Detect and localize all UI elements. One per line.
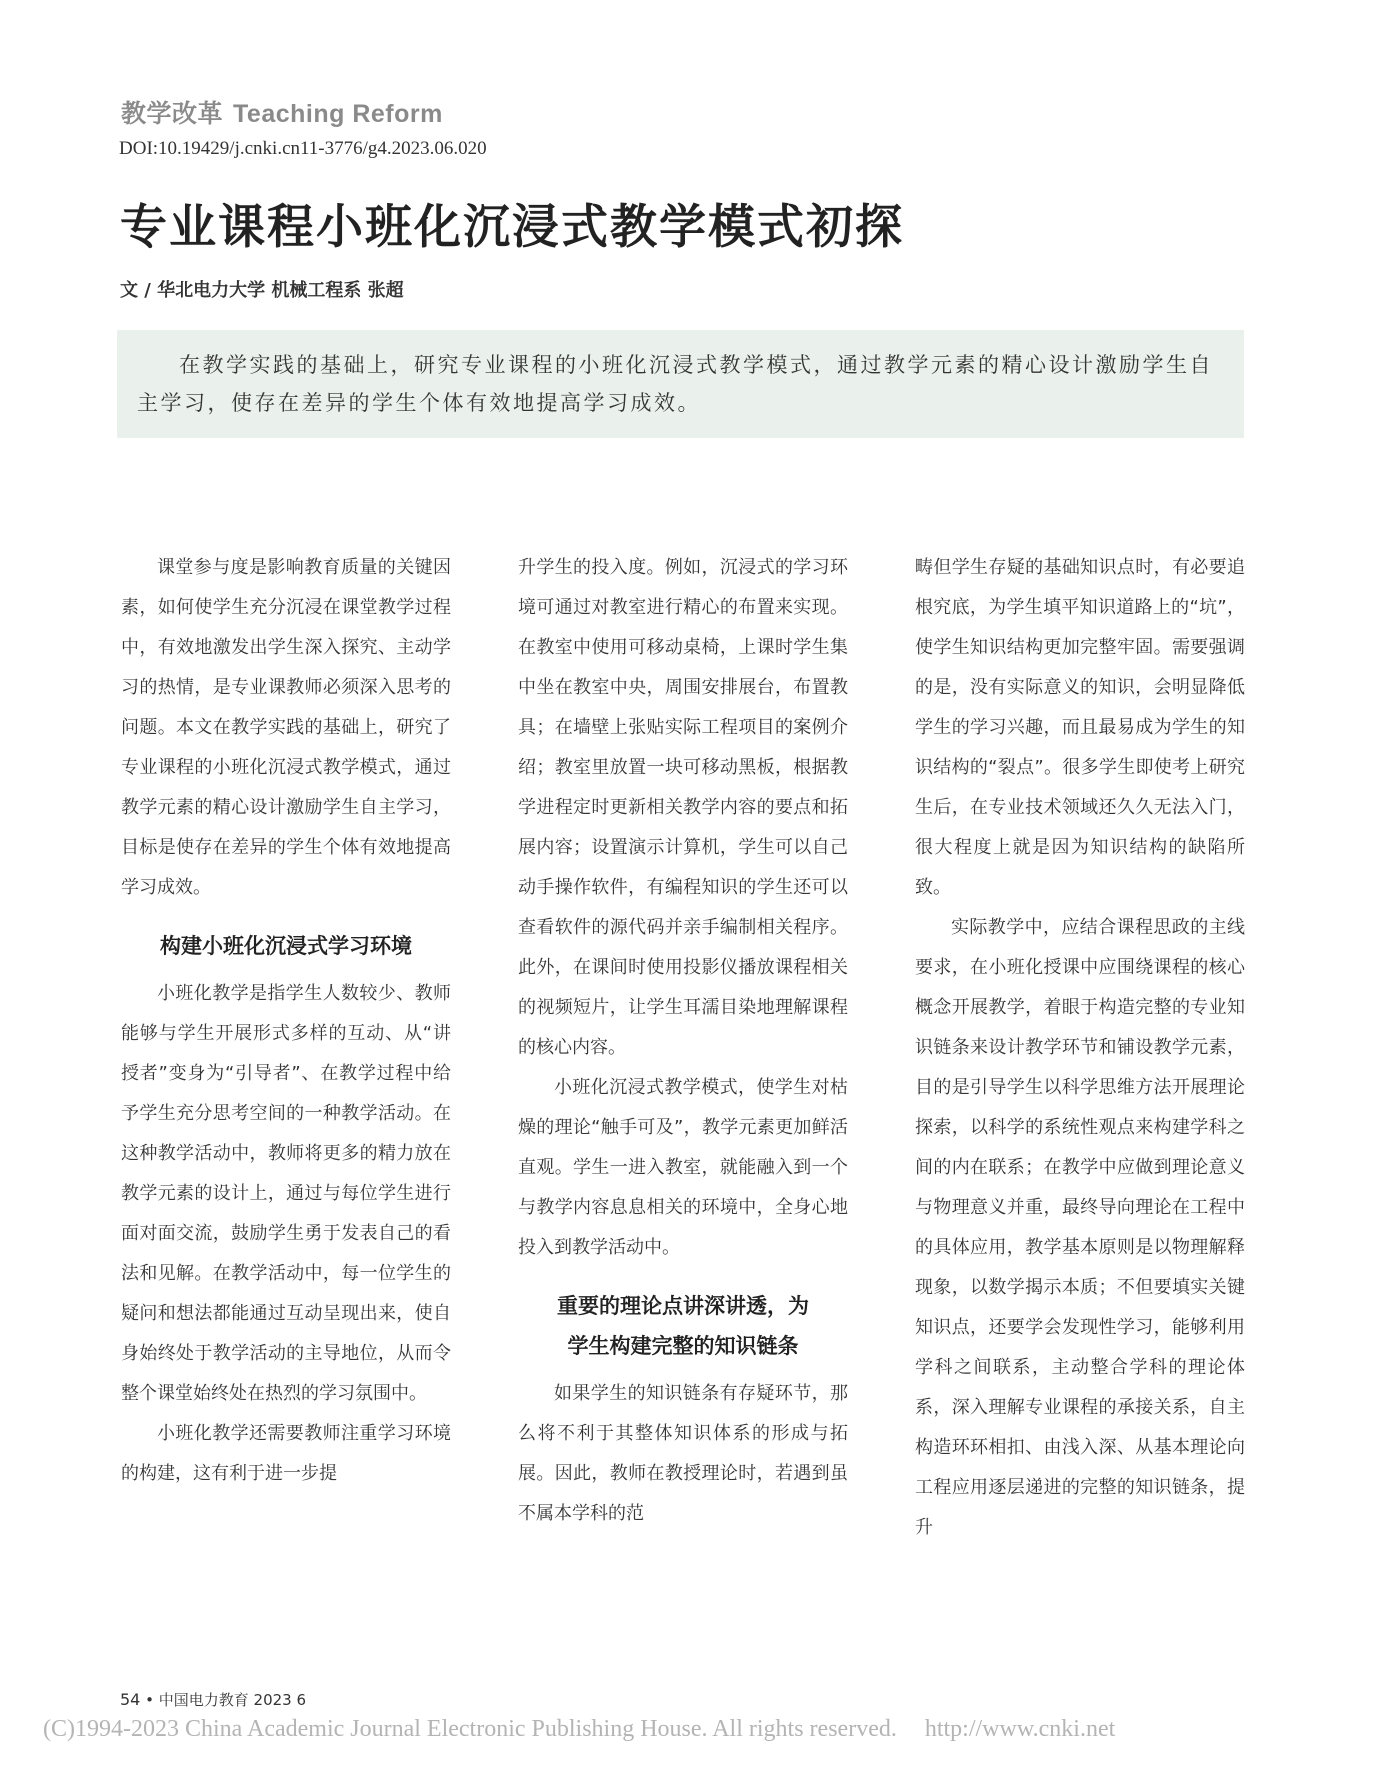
copyright-url: http://www.cnki.net [924, 1716, 1116, 1742]
section-tag [121, 94, 443, 130]
paragraph: 小班化教学是指学生人数较少、教师能够与学生开展形式多样的互动、从“讲授者”变身为“引导者”、在教学过程中给予学生充分思考空间的一种教学活动。在这种教学活动中，教师将更多的精力放在教学元素的设计上，通过与每位学生进行面对面交流，鼓励学生勇于发表自己的看法和见解。在教学活动中，每一位学生的疑问和想法都能通过互动呈现出来，使自身始终处于教学活动的主导地位，从而令整个课堂始终处在热烈的学习氛围中。 [121, 983, 451, 1404]
column-3 [915, 548, 1245, 1548]
doi: DOI:10.19429/j.cnki.cn11-3776/g4.2023.06.020 [119, 138, 487, 159]
copyright-text: (C)1994-2023 China Academic Journal Electronic Publishing House. All rights reserved. [43, 1716, 897, 1742]
section-heading [518, 1286, 848, 1366]
paragraph: 实际教学中，应结合课程思政的主线要求，在小班化授课中应围绕课程的核心概念开展教学，着眼于构造完整的专业知识链条来设计教学环节和铺设教学元素，目的是引导学生以科学思维方法开展理论探索，以科学的系统性观点来构建学科之间的内在联系；在教学中应做到理论意义与物理意义并重，最终导向理论在工程中的具体应用，教学基本原则是以物理解释现象，以数学揭示本质；不但要填实关键知识点，还要学会发现性学习，能够利用学科之间联系，主动整合学科的理论体系，深入理解专业课程的承接关系，自主构造环环相扣、由浅入深、从基本理论向工程应用逐层递进的完整的知识链条，提升 [915, 917, 1245, 1538]
article-title: 专业课程小班化沉浸式教学模式初探 [120, 200, 904, 255]
abstract-text: 在教学实践的基础上，研究专业课程的小班化沉浸式教学模式，通过教学元素的精心设计激励学生自主学习，使存在差异的学生个体有效地提高学习成效。 [137, 353, 1213, 415]
paragraph: 课堂参与度是影响教育质量的关键因素，如何使学生充分沉浸在课堂教学过程中，有效地激发出学生深入探究、主动学习的热情，是专业课教师必须深入思考的问题。本文在教学实践的基础上，研究了专业课程的小班化沉浸式教学模式，通过教学元素的精心设计激励学生自主学习，目标是使存在差异的学生个体有效地提高学习成效。 [121, 557, 451, 898]
section-tag-en: Teaching Reform [233, 100, 443, 128]
column-1 [121, 548, 451, 1494]
section-heading-line-2: 学生构建完整的知识链条 [567, 1334, 799, 1358]
section-tag-cn: 教学改革 [121, 100, 224, 128]
byline: 文 / 华北电力大学 机械工程系 张超 [120, 280, 404, 301]
copyright-watermark [43, 1716, 1115, 1743]
section-heading-line-1: 重要的理论点讲深讲透，为 [557, 1294, 809, 1318]
page-number: 54 [120, 1690, 141, 1709]
section-heading: 构建小班化沉浸式学习环境 [160, 934, 412, 958]
paragraph: 升学生的投入度。例如，沉浸式的学习环境可通过对教室进行精心的布置来实现。在教室中使用可移动桌椅，上课时学生集中坐在教室中央，周围安排展台，布置教具；在墙壁上张贴实际工程项目的案例介绍；教室里放置一块可移动黑板，根据教学进程定时更新相关教学内容的要点和拓展内容；设置演示计算机，学生可以自己动手操作软件，有编程知识的学生还可以查看软件的源代码并亲手编制相关程序。此外，在课间时使用投影仪播放课程相关的视频短片，让学生耳濡目染地理解课程的核心内容。 [518, 557, 848, 1058]
abstract-box [117, 330, 1244, 438]
column-2 [518, 548, 848, 1534]
paragraph: 如果学生的知识链条有存疑环节，那么将不利于其整体知识体系的形成与拓展。因此，教师在教授理论时，若遇到虽不属本学科的范 [518, 1383, 848, 1524]
paragraph: 小班化教学还需要教师注重学习环境的构建，这有利于进一步提 [121, 1423, 451, 1484]
page-footer [120, 1689, 306, 1710]
journal-info: • 中国电力教育 2023 6 [145, 1691, 307, 1709]
paragraph: 小班化沉浸式教学模式，使学生对枯燥的理论“触手可及”，教学元素更加鲜活直观。学生一进入教室，就能融入到一个与教学内容息息相关的环境中，全身心地投入到教学活动中。 [518, 1077, 848, 1258]
paragraph: 畴但学生存疑的基础知识点时，有必要追根究底，为学生填平知识道路上的“坑”，使学生知识结构更加完整牢固。需要强调的是，没有实际意义的知识，会明显降低学生的学习兴趣，而且最易成为学生的知识结构的“裂点”。很多学生即使考上研究生后，在专业技术领域还久久无法入门，很大程度上就是因为知识结构的缺陷所致。 [915, 557, 1245, 898]
